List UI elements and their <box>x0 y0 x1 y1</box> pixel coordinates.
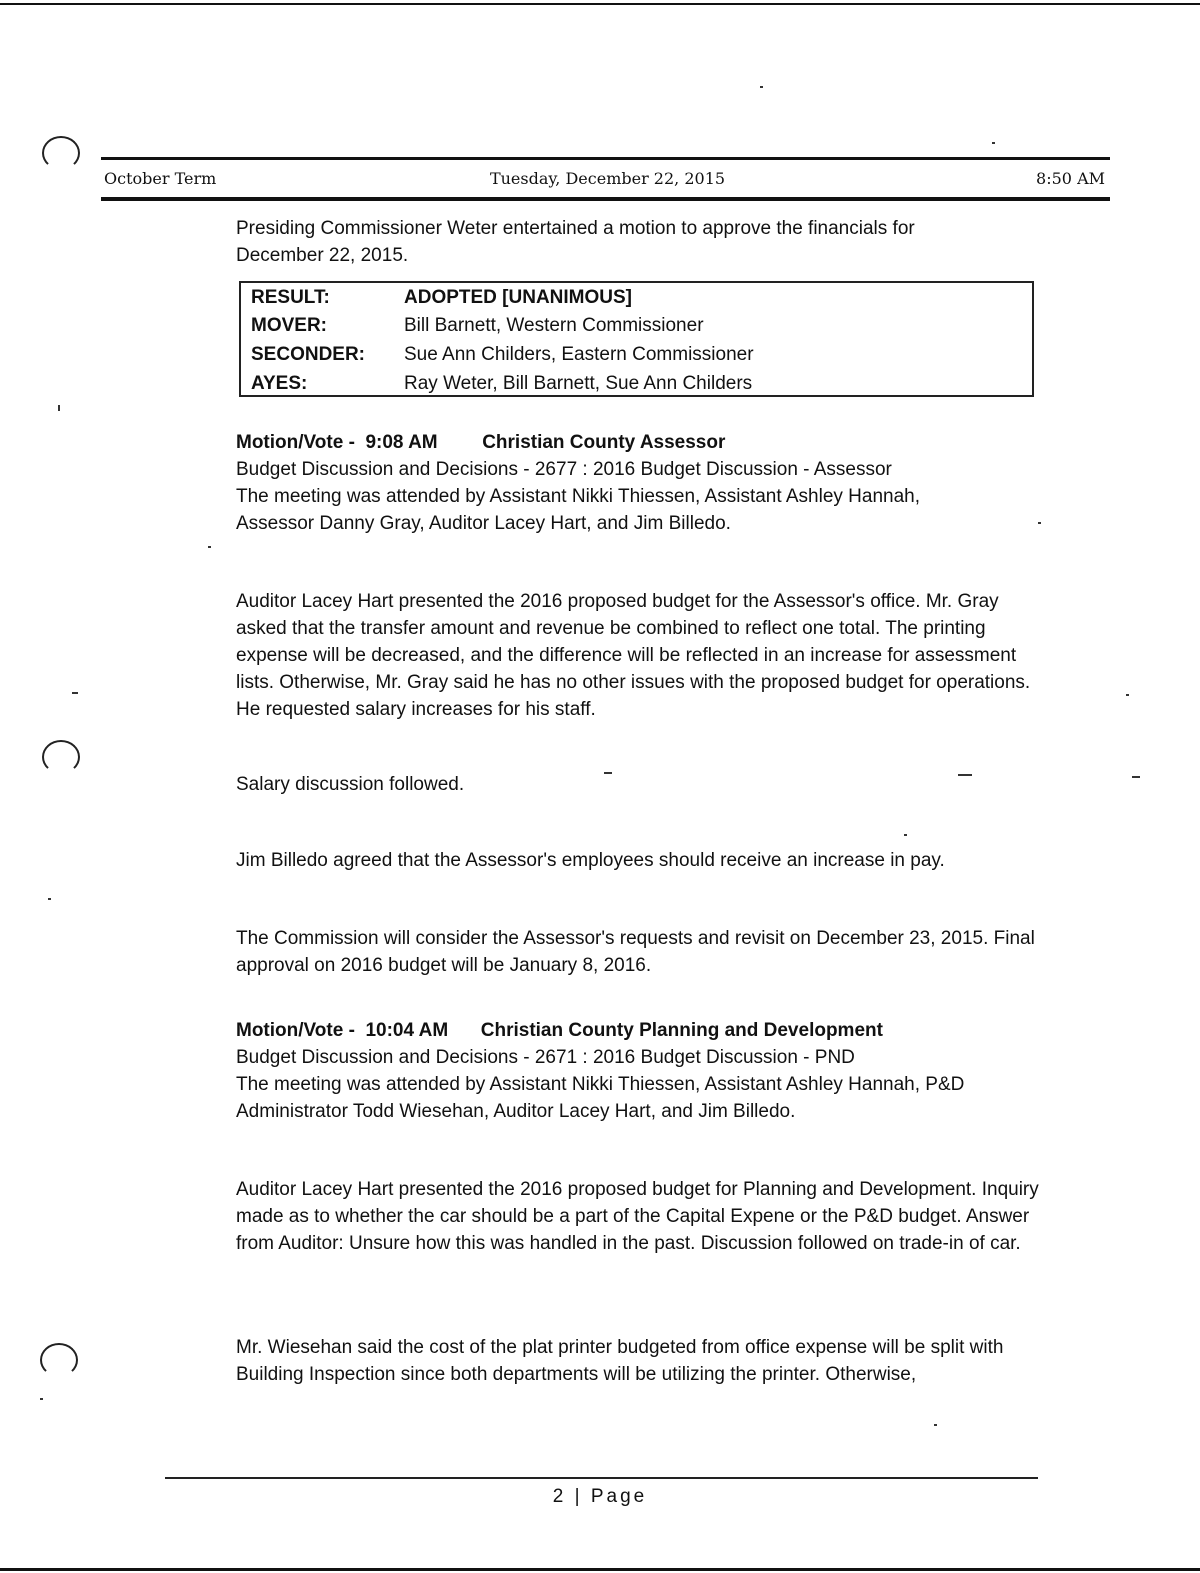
section-subheading: Budget Discussion and Decisions - 2671 : 2016 Budget Discussion - PND <box>236 1047 855 1068</box>
vote-key: RESULT: <box>251 287 330 308</box>
header-time: 8:50 AM <box>1036 169 1105 188</box>
section-title: Christian County Planning and Development <box>480 1020 883 1041</box>
motion-time: 9:08 AM <box>365 432 438 453</box>
vote-row-mover <box>251 312 704 339</box>
punch-hole-middle <box>42 740 80 774</box>
section-attendance: The meeting was attended by Assistant Nikki Thiessen, Assistant Ashley Hannah, P&D Administrator Todd Wiesehan, Auditor Lacey Hart, and Jim Billedo. <box>236 1074 965 1122</box>
assessor-paragraph-salary: Salary discussion followed. <box>236 774 465 795</box>
scan-speck <box>48 898 51 900</box>
scan-speck <box>934 1424 937 1426</box>
assessor-paragraph-revisit: The Commission will consider the Assessor's requests and revisit on December 23, 2015. Final approval on 2016 budget will be January 8, 2016. <box>236 928 1035 976</box>
intro-paragraph: Presiding Commissioner Weter entertained a motion to approve the financials for December 22, 2015. <box>236 218 915 266</box>
header-date: Tuesday, December 22, 2015 <box>489 169 726 188</box>
vote-result-table <box>239 281 1034 397</box>
scan-speck <box>40 1398 43 1400</box>
scan-speck <box>1132 776 1140 778</box>
header-rule-top <box>101 157 1110 160</box>
scan-speck <box>1126 694 1129 696</box>
section-subheading: Budget Discussion and Decisions - 2677 : 2016 Budget Discussion - Assessor <box>236 459 892 480</box>
header-term: October Term <box>104 169 217 188</box>
scan-speck <box>72 692 78 694</box>
vote-value: Sue Ann Childers, Eastern Commissioner <box>404 344 754 365</box>
scan-speck <box>208 546 211 548</box>
scan-bottom-edge <box>0 1568 1200 1571</box>
scan-speck <box>904 834 907 836</box>
header-rule-bottom <box>101 197 1110 201</box>
pnd-paragraph-budget: Auditor Lacey Hart presented the 2016 proposed budget for Planning and Development. Inquiry made as to whether the car should be a part of the Capital Expene or the P&D budget. Answer from Auditor: Unsure how this was handled in the past. Discussion followed on trade-in of car. <box>236 1179 1039 1254</box>
section-attendance: The meeting was attended by Assistant Nikki Thiessen, Assistant Ashley Hannah, Assessor Danny Gray, Auditor Lacey Hart, and Jim Billedo. <box>236 486 921 534</box>
vote-row-seconder <box>251 341 754 368</box>
assessor-paragraph-billedo: Jim Billedo agreed that the Assessor's employees should receive an increase in pay. <box>236 850 945 871</box>
assessor-paragraph-budget: Auditor Lacey Hart presented the 2016 proposed budget for the Assessor's office. Mr. Gray asked that the transfer amount and revenue be combined to reflect one total. The printing expense will be decreased, and the difference will be reflected in an increase for assessment lists. Otherwise, Mr. Gray said he has no other issues with the proposed budget for operations. He requested salary increases for his staff. <box>236 591 1031 720</box>
vote-key: AYES: <box>251 373 308 394</box>
page-number: 2 | Page <box>552 1486 648 1507</box>
pnd-paragraph-printer: Mr. Wiesehan said the cost of the plat printer budgeted from office expense will be split with Building Inspection since both departments will be utilizing the printer. Otherwise, <box>236 1337 1004 1385</box>
motion-time: 10:04 AM <box>365 1020 449 1041</box>
punch-hole-bottom <box>40 1343 78 1377</box>
scan-top-edge <box>0 3 1200 5</box>
section-pnd-heading <box>236 1017 1046 1125</box>
section-title: Christian County Assessor <box>482 432 726 453</box>
scan-speck <box>760 86 763 88</box>
vote-row-result <box>251 284 632 311</box>
motion-label: Motion/Vote - <box>236 432 355 453</box>
vote-key: SECONDER: <box>251 344 366 365</box>
motion-label: Motion/Vote - <box>236 1020 355 1041</box>
footer-rule <box>165 1477 1038 1479</box>
vote-value: ADOPTED [UNANIMOUS] <box>404 287 632 308</box>
vote-row-ayes <box>251 370 752 397</box>
vote-value: Ray Weter, Bill Barnett, Sue Ann Childers <box>404 373 753 394</box>
section-assessor-heading <box>236 429 1046 537</box>
scan-speck <box>992 142 995 144</box>
vote-key: MOVER: <box>251 315 327 336</box>
punch-hole-top <box>42 136 80 170</box>
scan-speck <box>58 405 60 411</box>
vote-value: Bill Barnett, Western Commissioner <box>404 315 704 336</box>
